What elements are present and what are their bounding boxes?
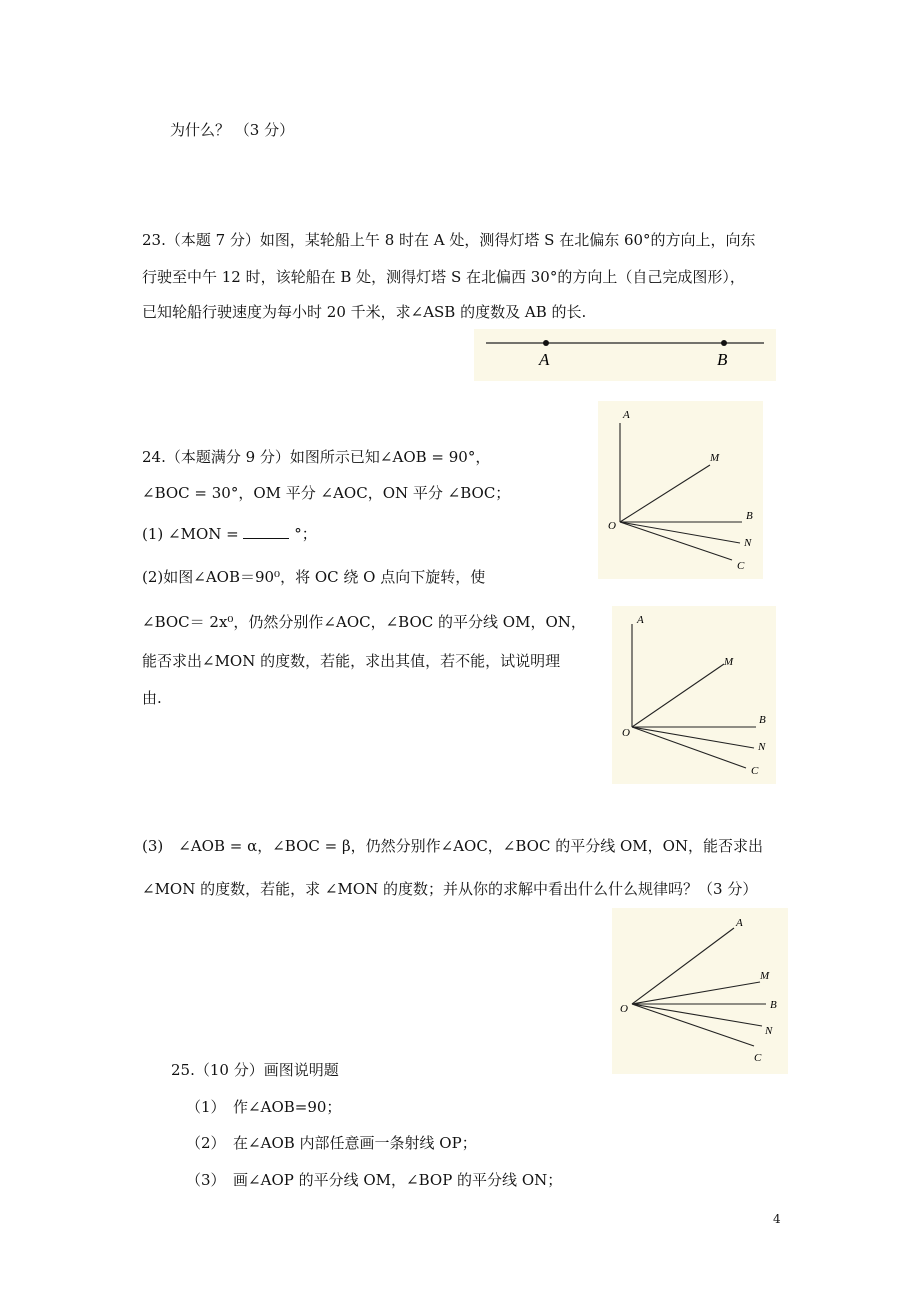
ray-oa [632,928,734,1004]
answer-blank[interactable] [243,523,289,539]
label-a: A [637,614,644,626]
q24-part-2-line-1: (2)如图∠AOB＝90⁰，将 OC 绕 O 点向下旋转，使 [142,568,486,586]
label-m: M [760,970,770,982]
point-b [721,340,727,346]
ray-oc [632,727,746,768]
label-a: A [736,917,743,929]
q24-figure-1 [598,401,763,579]
q24-part-3-line-2: ∠MON 的度数，若能，求 ∠MON 的度数；并从你的求解中看出什么什么规律吗？（3 分） [142,880,758,898]
ray-om [632,982,760,1004]
q23-figure [474,329,776,381]
q24-part-2-line-3: 能否求出∠MON 的度数，若能，求出其值，若不能，试说明理 [142,652,561,670]
label-o: O [622,727,630,739]
point-a [543,340,549,346]
ray-on [632,1004,762,1026]
q24-figure-3 [612,908,788,1074]
q24-p1-prefix: (1) ∠MON = [142,525,239,543]
ray-on [632,727,754,748]
q22-tail-text: 为什么？ （3 分） [170,121,295,139]
q24-part-2-line-2: ∠BOC＝ 2x⁰，仍然分别作∠AOC，∠BOC 的平分线 OM，ON， [142,613,586,631]
q24-figure-2 [612,606,776,784]
page-number: 4 [773,1212,781,1226]
label-b: B [759,714,766,726]
label-o: O [608,520,616,532]
label-n: N [758,741,766,753]
label-b: B [717,350,728,369]
label-o: O [620,1003,628,1015]
label-c: C [737,560,745,572]
ray-on [620,522,740,543]
q25-step-3: （3） 画∠AOP 的平分线 OM，∠BOP 的平分线 ON； [186,1171,563,1189]
q24-line-2: ∠BOC = 30°，OM 平分 ∠AOC，ON 平分 ∠BOC； [142,484,511,502]
q25-step-2: （2） 在∠AOB 内部任意画一条射线 OP； [186,1134,477,1152]
label-a: A [623,409,630,421]
label-b: B [770,999,777,1011]
ray-om [632,664,724,727]
label-m: M [724,656,734,668]
q25-step-1: （1） 作∠AOB=90； [186,1098,342,1116]
ray-oc [620,522,732,560]
label-c: C [754,1052,762,1064]
q24-p1-suffix: °； [294,525,317,543]
label-c: C [751,765,759,777]
label-m: M [710,452,720,464]
label-a: A [539,350,550,369]
ray-om [620,465,710,522]
q24-part-3-line-1: (3) ∠AOB = α，∠BOC = β，仍然分别作∠AOC，∠BOC 的平分线 OM，ON，能否求出 [142,837,764,855]
q24-line-1: 24.（本题满分 9 分）如图所示已知∠AOB = 90°， [142,448,491,466]
q25-title: 25.（10 分）画图说明题 [171,1061,339,1079]
label-b: B [746,510,753,522]
q23-line-1: 23.（本题 7 分）如图，某轮船上午 8 时在 A 处，测得灯塔 S 在北偏东 60°的方向上，向东 [142,231,756,249]
q23-line-3: 已知轮船行驶速度为每小时 20 千米，求∠ASB 的度数及 AB 的长. [142,303,587,321]
label-n: N [744,537,752,549]
q23-line-2: 行驶至中午 12 时，该轮船在 B 处，测得灯塔 S 在北偏西 30°的方向上（自己完成图形）， [142,268,745,286]
q24-part-1 [142,523,317,544]
q24-part-2-line-4: 由. [142,689,162,707]
ray-oc [632,1004,754,1046]
label-n: N [765,1025,773,1037]
